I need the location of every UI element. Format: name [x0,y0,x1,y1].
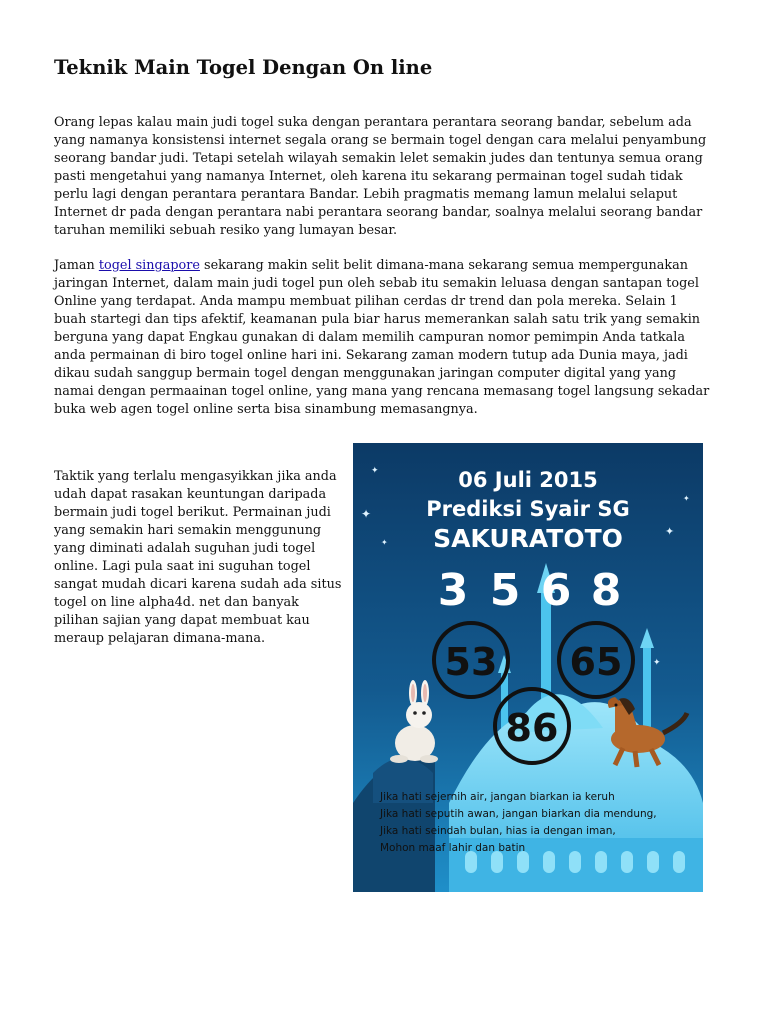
text-line: Orang lepas kalau main judi togel suka dengan perantara perantara seorang bandar, sebelum ada [54,115,692,130]
text-line: namai dengan permaainan togel online, yang mana yang rencana memasang togel langsung sekadar [54,384,710,399]
digit-2: 5 [489,565,521,616]
digit-1: 3 [437,565,469,616]
text-line: sangat mudah dicari karena sudah ada situs [54,577,342,592]
text-line: jaringan Internet, dalam main judi togel pun oleh sebab itu semakin leluasa dengan santapan togel [54,276,699,291]
text-line: pasti mengetahui yang namanya Internet, oleh karena itu sekarang permainan togel sudah tidak [54,169,683,184]
poem-line: Jika hati seputih awan, jangan biarkan dia mendung, [380,808,657,820]
star-icon: ✦ [665,525,675,538]
poster-date: 06 Juli 2015 [458,468,598,492]
text-rest: sekarang makin selit belit dimana-mana sekarang semua mempergunakan [199,258,688,273]
text-line: pilihan sajian yang dapat membuat kau [54,613,310,628]
text-line: togel on line alpha4d. net dan banyak [54,595,299,610]
star-icon: ✦ [371,466,379,476]
text-line: Online yang terdapat. Anda mampu membuat pilihan cerdas dr trend dan pola mereka. Selain 1 [54,294,678,309]
text-line: Taktik yang terlalu mengasyikkan jika anda [54,469,337,484]
paragraph-tactics [54,468,344,648]
text-line: meraup pelajaran dimana-mana. [54,631,266,646]
star-icon: ✦ [361,507,372,521]
digit-4: 8 [590,565,622,616]
circle-number: 53 [444,640,498,684]
text-line: seorang bandar judi. Tetapi setelah wilayah semakin lelet semakin judes dan tentunya semua orang [54,151,703,166]
paragraph-intro [54,114,714,240]
circle-number: 65 [569,640,623,684]
paragraph-singapore [54,257,714,419]
star-icon: ✦ [381,538,388,547]
article-title: Teknik Main Togel Dengan On line [54,56,433,79]
poem-line: Jika hati sejernih air, jangan biarkan ia keruh [380,791,615,803]
text-line: taruhan memiliki sebuah resiko yang lumayan besar. [54,223,398,238]
poem-line: Jika hati seindah bulan, hias ia dengan iman, [380,825,616,837]
prediction-poster [353,443,703,892]
poster-svg [353,443,703,892]
text-prefix: Jaman [54,258,99,273]
text-line: online. Lagi pula saat ini suguhan togel [54,559,311,574]
text-line: buka web agen togel online serta bisa sinambung memasangnya. [54,402,478,417]
text-line: yang diminati adalah suguhan judi togel [54,541,316,556]
text-line: dikau sudah sanggup bermain togel dengan menggunakan jaringan computer digital yang yang [54,366,677,381]
text-line: udah dapat rasakan keuntungan daripada [54,487,327,502]
digit-3: 6 [540,565,572,616]
text-line: Internet dr pada dengan perantara nabi perantara seorang bandar, soalnya melalui seorang bandar [54,205,703,220]
text-line: yang namanya konsistensi internet segala orang se bermain togel dengan cara melalui penyambung [54,133,707,148]
poem-line: Mohon maaf lahir dan batin [380,842,526,854]
text-line: yang semakin hari semakin menggunung [54,523,322,538]
text-line: anda permainan di biro togel online hari ini. Sekarang zaman modern tutup ada Dunia maya, jadi [54,348,688,363]
poster-headline: Prediksi Syair SG [426,497,630,521]
text-line: berguna yang dapat Engkau gunakan di dalam memilih campuran nomor pemimpin Anda tatkala [54,330,685,345]
togel-singapore-link[interactable]: togel singapore [98,258,200,273]
text-line: bermain judi togel berikut. Permainan judi [54,505,331,520]
star-icon: ✦ [653,658,661,668]
text-line [54,257,714,275]
poster-brand: SAKURATOTO [433,524,623,553]
text-line: perlu lagi dengan perantara perantara Bandar. Lebih pragmatis memang lamun melalui selaput [54,187,678,202]
text-line: buah startegi dan tips afektif, keamanan pula biar harus memerankan salah satu trik yang semakin [54,312,701,327]
circle-number: 86 [505,706,559,750]
star-icon: ✦ [683,494,690,503]
